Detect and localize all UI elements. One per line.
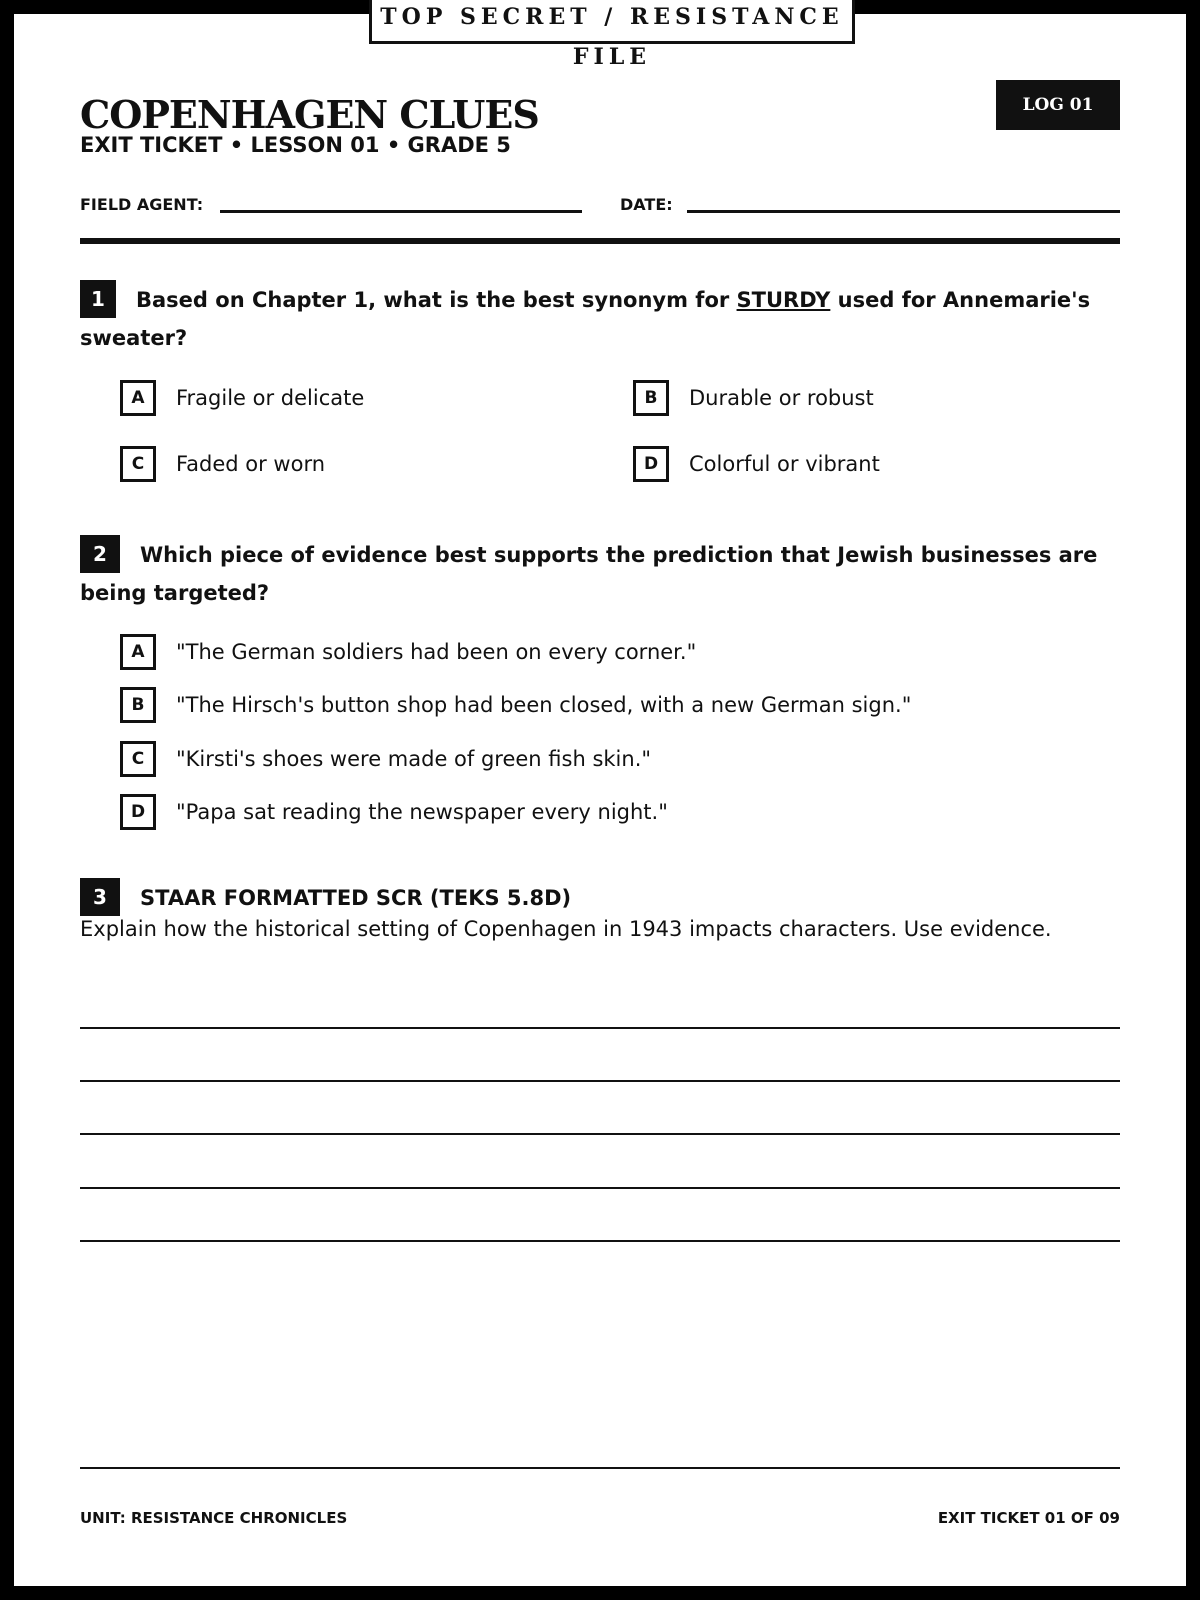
worksheet-page <box>14 4 1186 1586</box>
q1-option-c[interactable] <box>120 446 325 482</box>
option-text: "The German soldiers had been on every corner." <box>176 640 697 664</box>
option-letter-box[interactable]: D <box>633 446 669 482</box>
field-agent-line[interactable] <box>220 210 582 213</box>
footer-ticket-count: EXIT TICKET 01 OF 09 <box>937 1509 1120 1527</box>
option-text: Colorful or vibrant <box>689 452 880 476</box>
page-subtitle: EXIT TICKET • LESSON 01 • GRADE 5 <box>80 133 511 157</box>
footer-unit: UNIT: RESISTANCE CHRONICLES <box>80 1509 348 1527</box>
question-text: Based on Chapter 1, what is the best synonym for <box>136 288 737 312</box>
log-badge: LOG 01 <box>996 80 1120 130</box>
answer-line[interactable] <box>80 1133 1120 1135</box>
page-title: COPENHAGEN CLUES <box>80 92 539 137</box>
option-text: "Papa sat reading the newspaper every night." <box>176 800 668 824</box>
scr-prompt: Explain how the historical setting of Copenhagen in 1943 impacts characters. Use evidence. <box>80 917 1052 941</box>
option-text: "Kirsti's shoes were made of green fish skin." <box>176 747 652 771</box>
question-number: 3 <box>80 878 120 916</box>
q1-option-b[interactable] <box>633 380 874 416</box>
option-text: Faded or worn <box>176 452 326 476</box>
vocab-word: STURDY <box>736 288 831 312</box>
q2-option-d[interactable] <box>120 794 668 830</box>
question-text: used for Annemarie's sweater? <box>80 288 1091 350</box>
option-text: Durable or robust <box>689 386 874 410</box>
answer-line[interactable] <box>80 1240 1120 1242</box>
q1-option-d[interactable] <box>633 446 880 482</box>
q2-option-a[interactable] <box>120 634 696 670</box>
option-letter-box[interactable]: A <box>120 380 156 416</box>
option-letter-box[interactable]: C <box>120 741 156 777</box>
option-letter-box[interactable]: B <box>633 380 669 416</box>
question-heading: STAAR FORMATTED SCR (TEKS 5.8D) <box>140 886 572 910</box>
question-number: 1 <box>80 280 116 318</box>
question-number: 2 <box>80 535 120 573</box>
option-text: "The Hirsch's button shop had been closed, with a new German sign." <box>176 693 912 717</box>
option-letter-box[interactable]: B <box>120 687 156 723</box>
question-1 <box>80 282 1130 356</box>
answer-line[interactable] <box>80 1027 1120 1029</box>
q2-option-c[interactable] <box>120 741 651 777</box>
option-text: Fragile or delicate <box>176 386 365 410</box>
option-letter-box[interactable]: D <box>120 794 156 830</box>
answer-line[interactable] <box>80 1080 1120 1082</box>
footer-divider <box>80 1467 1120 1469</box>
question-2 <box>80 537 1130 611</box>
option-letter-box[interactable]: A <box>120 634 156 670</box>
date-line[interactable] <box>687 210 1120 213</box>
q2-option-b[interactable] <box>120 687 911 723</box>
date-label: DATE: <box>620 195 673 214</box>
option-letter-box[interactable]: C <box>120 446 156 482</box>
top-secret-stamp: TOP SECRET / RESISTANCE FILE <box>369 0 855 44</box>
question-3 <box>80 880 1130 918</box>
answer-line[interactable] <box>80 1187 1120 1189</box>
field-agent-label: FIELD AGENT: <box>80 195 204 214</box>
header-divider <box>80 238 1120 244</box>
q1-option-a[interactable] <box>120 380 364 416</box>
question-text: Which piece of evidence best supports the prediction that Jewish businesses are being targeted? <box>80 543 1098 605</box>
